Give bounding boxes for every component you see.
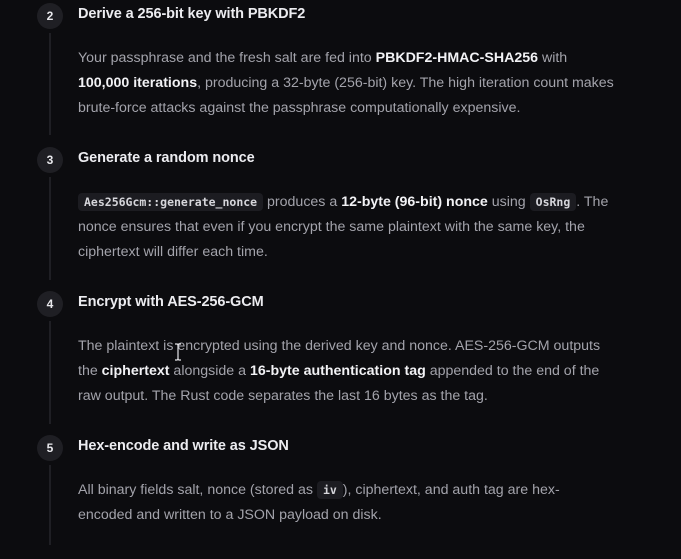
text-cursor-icon xyxy=(174,343,182,361)
step-title: Hex-encode and write as JSON xyxy=(78,438,289,454)
step-description: Your passphrase and the fresh salt are fed into PBKDF2-HMAC-SHA256 with 100,000 iterations, producing a 32-byte (256-bit) key. The high iteration count makes brute-force attacks against the passphrase computationally expensive. xyxy=(78,50,614,116)
emphasis-ciphertext: ciphertext xyxy=(101,363,170,379)
step-title: Derive a 256-bit key with PBKDF2 xyxy=(78,6,306,22)
step-description: Aes256Gcm::generate_nonce produces a 12-byte (96-bit) nonce using OsRng . The nonce ensures that even if you encrypt the same plaintext with the same key, the ciphertext will differ each time. xyxy=(78,194,609,260)
step-description: All binary fields salt, nonce (stored as iv ), ciphertext, and auth tag are hex-encoded and written to a JSON payload on disk. xyxy=(78,482,560,523)
step-number-badge: 2 xyxy=(37,3,63,29)
step-number-badge: 4 xyxy=(37,291,63,317)
step-rail xyxy=(49,33,51,135)
inline-code-iv: iv xyxy=(317,481,343,499)
step-description: The plaintext is encrypted using the derived key and nonce. AES-256-GCM outputs the ciphertext alongside a 16-byte authentication tag appended to the end of the raw output. The Rust code separates the last 16 bytes as the tag. xyxy=(78,338,601,404)
emphasis-algorithm: PBKDF2-HMAC-SHA256 xyxy=(375,50,538,66)
emphasis-nonce-size: 12-byte (96-bit) nonce xyxy=(341,194,488,210)
step-rail xyxy=(49,321,51,424)
inline-code-generate-nonce: Aes256Gcm::generate_nonce xyxy=(78,193,263,211)
emphasis-iterations: 100,000 iterations xyxy=(78,75,198,91)
emphasis-auth-tag: 16-byte authentication tag xyxy=(249,363,426,379)
step-number-badge: 3 xyxy=(37,147,63,173)
step-title: Generate a random nonce xyxy=(78,150,255,166)
step-number-badge: 5 xyxy=(37,435,63,461)
step-rail xyxy=(49,177,51,280)
step-title: Encrypt with AES-256-GCM xyxy=(78,294,264,310)
step-rail xyxy=(49,465,51,545)
inline-code-osrng: OsRng xyxy=(530,193,577,211)
